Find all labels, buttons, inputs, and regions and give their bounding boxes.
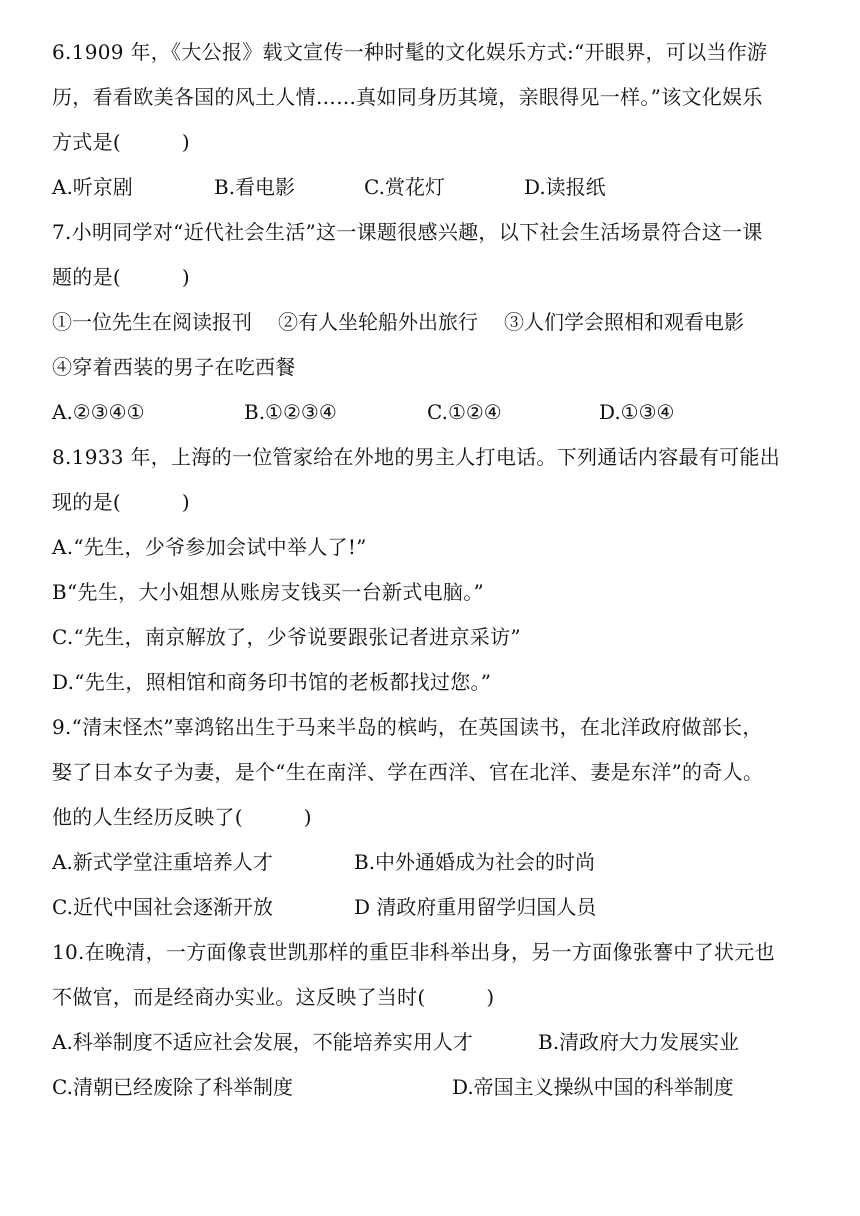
scenario-list: [52, 300, 812, 345]
question-stem-line: 现的是( ): [52, 490, 191, 514]
option-b: B.中外通婚成为社会的时尚: [354, 850, 596, 874]
options-row: [52, 1065, 812, 1110]
options-row: [52, 885, 812, 930]
option-d: D.“先生，照相馆和商务印书馆的老板都找过您。”: [52, 670, 492, 694]
option-b: B.看电影: [214, 175, 296, 199]
option-d: D.①③④: [599, 400, 675, 424]
option-d: D.帝国主义操纵中国的科举制度: [452, 1075, 734, 1099]
options-row: [52, 165, 812, 210]
option-a: A.科举制度不适应社会发展，不能培养实用人才: [52, 1030, 473, 1054]
scenario-item: ①一位先生在阅读报刊: [52, 310, 252, 334]
question-stem-line: 6.1909 年，《大公报》载文宣传一种时髦的文化娱乐方式:“开眼界，可以当作游: [52, 40, 768, 64]
question-stem-line: 8.1933 年，上海的一位管家给在外地的男主人打电话。下列通话内容最有可能出: [52, 445, 781, 469]
option-c: C.近代中国社会逐渐开放: [52, 895, 273, 919]
option-a: A.听京剧: [52, 175, 133, 199]
scenario-item: ②有人坐轮船外出旅行: [278, 310, 478, 334]
options-row: [52, 1020, 812, 1065]
question-stem-line: 9.“清末怪杰”辜鸿铭出生于马来半岛的槟屿，在英国读书，在北洋政府做部长，: [52, 715, 763, 739]
question-stem-line: 7.小明同学对“近代社会生活”这一课题很感兴趣，以下社会生活场景符合这一课: [52, 220, 763, 244]
option-a: A.②③④①: [52, 400, 145, 424]
question-stem-line: 他的人生经历反映了( ): [52, 805, 312, 829]
question-stem-line: 10.在晚清，一方面像袁世凯那样的重臣非科举出身，另一方面像张謇中了状元也: [52, 940, 775, 964]
option-b: B.①②③④: [244, 400, 337, 424]
question-stem-line: 题的是( ): [52, 265, 191, 289]
options-row: [52, 840, 812, 885]
question-6: [52, 30, 812, 210]
option-d: D 清政府重用留学归国人员: [354, 895, 597, 919]
option-a: A.“先生，少爷参加会试中举人了!”: [52, 535, 367, 559]
option-c: C.赏花灯: [364, 175, 445, 199]
question-stem-line: 方式是( ): [52, 130, 191, 154]
question-stem-line: 不做官，而是经商办实业。这反映了当时( ): [52, 985, 495, 1009]
option-c: C.①②④: [427, 400, 502, 424]
question-stem-line: 娶了日本女子为妻，是个“生在南洋、学在西洋、官在北洋、妻是东洋”的奇人。: [52, 760, 764, 784]
option-b: B.清政府大力发展实业: [538, 1030, 740, 1054]
option-c: C.“先生，南京解放了，少爷说要跟张记者进京采访”: [52, 625, 521, 649]
question-10: [52, 930, 812, 1110]
question-8: [52, 435, 812, 705]
option-b: B“先生，大小姐想从账房支钱买一台新式电脑。”: [52, 580, 485, 604]
exam-page: [52, 30, 812, 1110]
question-stem-line: 历，看看欧美各国的风土人情…...真如同身历其境，亲眼得见一样。”该文化娱乐: [52, 85, 763, 109]
option-c: C.清朝已经废除了科举制度: [52, 1075, 293, 1099]
option-d: D.读报纸: [524, 175, 606, 199]
scenario-item: ③人们学会照相和观看电影: [504, 310, 744, 334]
scenario-item: ④穿着西装的男子在吃西餐: [52, 355, 296, 379]
option-a: A.新式学堂注重培养人才: [52, 850, 273, 874]
question-7: [52, 210, 812, 435]
options-row: [52, 390, 812, 435]
question-9: [52, 705, 812, 930]
